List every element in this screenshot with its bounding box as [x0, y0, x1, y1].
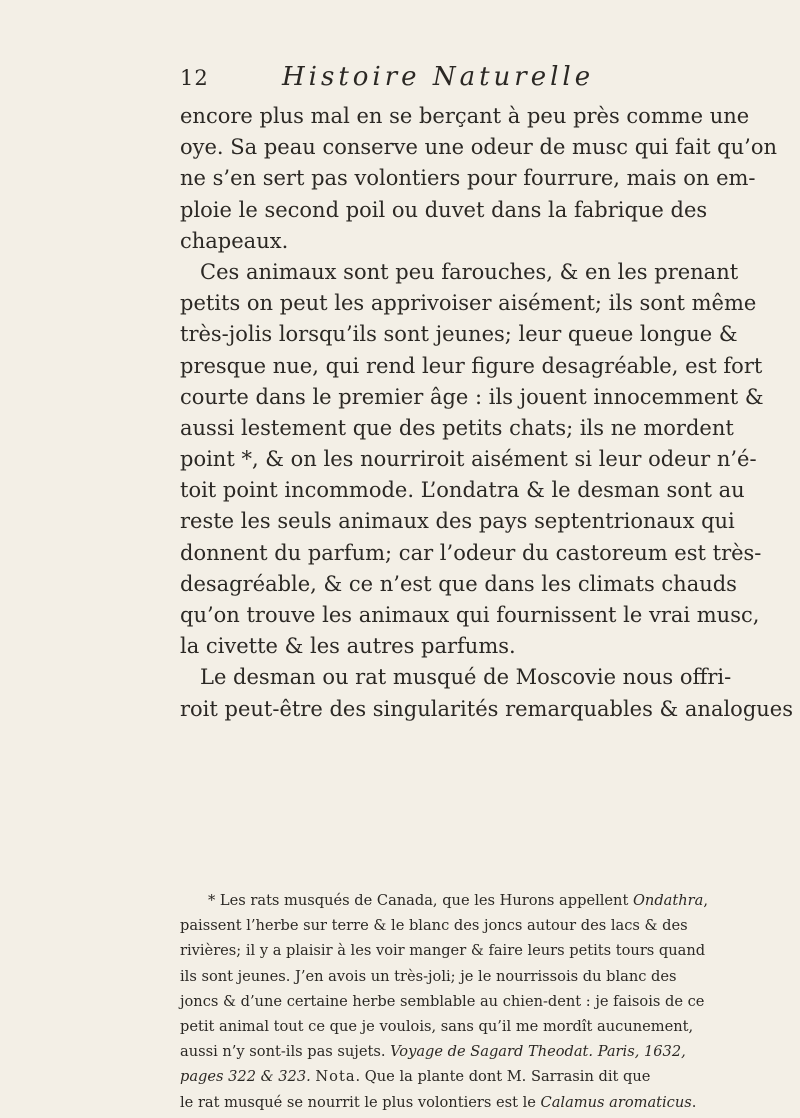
- footnote-citation: pages 322 & 323.: [180, 1068, 316, 1086]
- page-number: 12: [180, 66, 209, 90]
- text-line: oye. Sa peau conserve une odeur de musc qui fait qu’on: [180, 135, 777, 160]
- footnote-line: [180, 1039, 686, 1064]
- main-text: [180, 101, 793, 725]
- text-line: donnent du parfum; car l’odeur du castoreum est très-: [180, 540, 762, 565]
- footnote-line: paissent l’herbe sur terre & le blanc des joncs autour des lacs & des: [180, 917, 688, 935]
- text-line: roit peut-être des singularités remarquables & analogues: [180, 696, 793, 721]
- footnote-italic: Ondathra: [632, 892, 704, 909]
- footnote: [180, 888, 708, 1115]
- text-line: très-jolis lorsqu’ils sont jeunes; leur queue longue &: [180, 322, 738, 347]
- text-line: toit point incommode. L’ondatra & le desman sont au: [180, 478, 745, 503]
- footnote-text: ,: [703, 892, 708, 909]
- footnote-text: .: [691, 1093, 697, 1111]
- footnote-line: [180, 1064, 651, 1089]
- footnote-text: . Que la plante dont M. Sarrasin dit que: [355, 1068, 651, 1086]
- text-line: ploie le second poil ou duvet dans la fabrique des: [180, 197, 708, 222]
- text-line: reste les seuls animaux des pays septentrionaux qui: [180, 509, 735, 534]
- text-line: qu’on trouve les animaux qui fournissent le vrai musc,: [180, 603, 760, 627]
- text-line: chapeaux.: [180, 228, 289, 253]
- footnote-text: aussi n’y sont-ils pas sujets.: [180, 1043, 391, 1061]
- footnote-line: rivières; il y a plaisir à les voir manger & faire leurs petits tours quand: [180, 942, 706, 960]
- text-line: aussi lestement que des petits chats; ils ne mordent: [180, 415, 734, 440]
- text-line: Le desman ou rat musqué de Moscovie nous offri-: [200, 665, 732, 690]
- running-head: Histoire Naturelle: [282, 62, 595, 92]
- footnote-line: ils sont jeunes. J’en avois un très-joli; je le nourrissois du blanc des: [180, 967, 677, 985]
- text-line: la civette & les autres parfums.: [180, 634, 516, 659]
- footnote-italic: Calamus aromaticus: [540, 1093, 692, 1111]
- text-line: Ces animaux sont peu farouches, & en les prenant: [200, 259, 739, 284]
- footnote-line: [180, 888, 708, 913]
- footnote-line: [180, 1090, 697, 1115]
- text-line: encore plus mal en se berçant à peu près comme une: [180, 104, 750, 128]
- text-line: petits on peut les apprivoiser aisément; ils sont même: [180, 291, 757, 316]
- footnote-text: le rat musqué se nourrit le plus volontiers est le: [180, 1093, 541, 1111]
- text-line: ne s’en sert pas volontiers pour fourrure, mais on em-: [180, 166, 756, 191]
- footnote-line: joncs & d’une certaine herbe semblable au chien-dent : je faisois de ce: [180, 992, 705, 1010]
- footnote-citation: Voyage de Sagard Theodat. Paris, 1632,: [390, 1043, 686, 1061]
- text-line: courte dans le premier âge : ils jouent innocemment &: [180, 384, 764, 409]
- text-line: desagréable, & ce n’est que dans les climats chauds: [180, 571, 737, 596]
- page-header: [180, 62, 620, 96]
- text-line: presque nue, qui rend leur figure desagréable, est fort: [180, 353, 763, 378]
- footnote-line: petit animal tout ce que je voulois, sans qu’il me mordît aucunement,: [180, 1017, 694, 1035]
- footnote-text: * Les rats musqués de Canada, que les Hurons appellent: [208, 892, 633, 909]
- text-line: point *, & on les nourriroit aisément si leur odeur n’é-: [180, 447, 757, 472]
- footnote-nota: Nota: [315, 1068, 356, 1086]
